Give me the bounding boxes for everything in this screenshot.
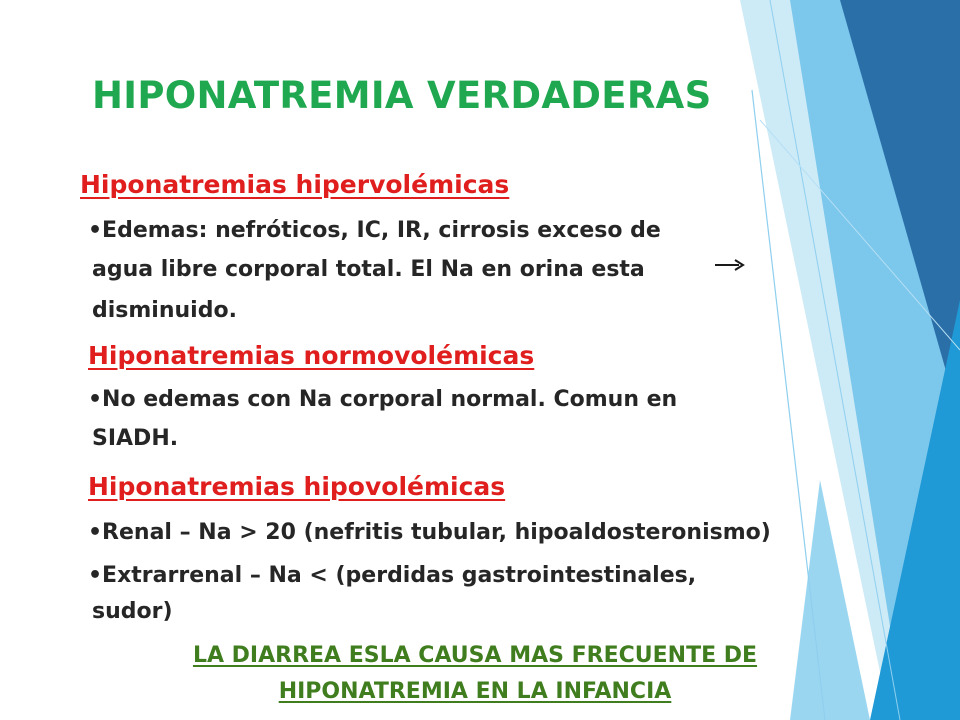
normovolemic-line-2: SIADH. [92,426,179,451]
hypervolemic-line-3: disminuido. [92,298,237,323]
footer-line-1: LA DIARREA ESLA CAUSA MAS FRECUENTE DE [192,643,758,668]
hypervolemic-line-1: •Edemas: nefróticos, IC, IR, cirrosis exceso de [88,218,661,243]
hypervolemic-line-2: agua libre corporal total. El Na en orina esta [92,257,645,282]
arrow-down-icon [715,258,747,272]
heading-normovolemic: Hiponatremias normovolémicas [88,341,535,370]
heading-hypervolemic: Hiponatremias hipervolémicas [80,170,510,199]
slide-title: HIPONATREMIA VERDADERAS [92,74,712,117]
hypovolemic-line-2: •Extrarrenal – Na < (perdidas gastrointestinales, [88,563,697,588]
hypovolemic-line-1: •Renal – Na > 20 (nefritis tubular, hipoaldosteronismo) [88,520,771,545]
footer-line-2: HIPONATREMIA EN LA INFANCIA [278,679,672,704]
heading-hypovolemic: Hiponatremias hipovolémicas [88,472,506,501]
normovolemic-line-1: •No edemas con Na corporal normal. Comun en [88,387,678,412]
hypovolemic-line-3: sudor) [92,599,173,624]
